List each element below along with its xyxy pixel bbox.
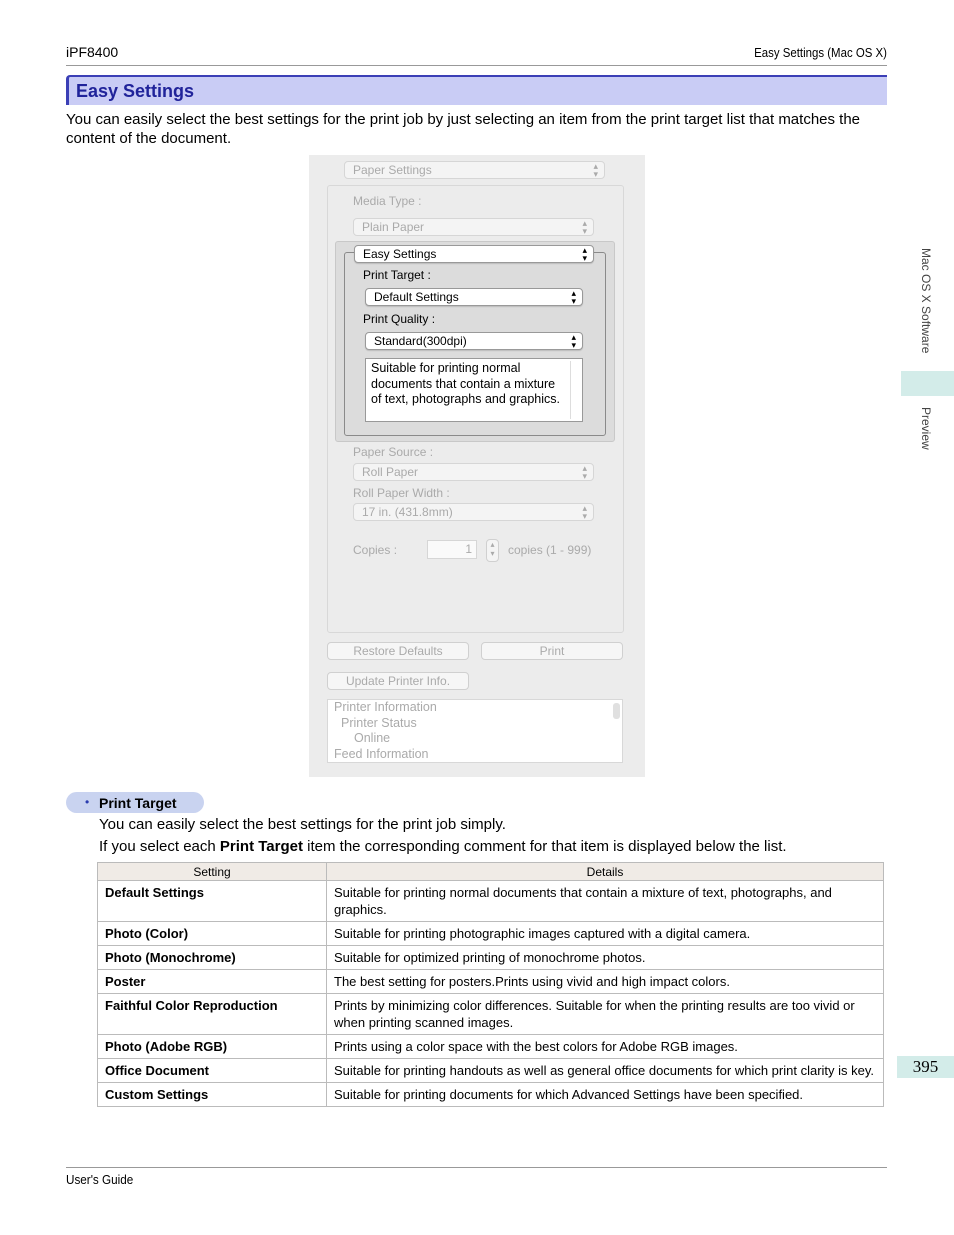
setting-cell: Default Settings [98, 881, 327, 922]
side-tab-marker [901, 371, 954, 396]
copies-range: copies (1 - 999) [508, 543, 592, 557]
easy-settings-label: Easy Settings [363, 247, 437, 261]
details-cell: Prints by minimizing color differences. Suitable for when the printing results are too vivid or when printing scanned images. [327, 994, 884, 1035]
details-cell: The best setting for posters.Prints using vivid and high impact colors. [327, 970, 884, 994]
setting-cell: Poster [98, 970, 327, 994]
setting-cell: Custom Settings [98, 1083, 327, 1107]
info-line-feed-information: Feed Information [334, 746, 429, 761]
side-tab-preview[interactable]: Preview [919, 407, 933, 450]
popup-arrows-icon: ▴ ▾ [571, 288, 576, 306]
column-header-setting: Setting [98, 863, 327, 881]
setting-cell: Photo (Adobe RGB) [98, 1035, 327, 1059]
page-number: 395 [897, 1056, 954, 1078]
intro-text: You can easily select the best settings for the print job by just selecting an item from the print target list that matches the content of the document. [66, 111, 861, 147]
print-target-value: Default Settings [374, 290, 459, 304]
header-rule [66, 65, 887, 66]
popup-arrows-icon: ▴ ▾ [593, 161, 598, 179]
table-row [98, 922, 884, 946]
table-row [98, 994, 884, 1035]
roll-width-value: 17 in. (431.8mm) [362, 505, 453, 519]
easy-settings-popup[interactable] [354, 245, 594, 263]
print-target-label: Print Target : [363, 268, 431, 282]
column-header-details: Details [327, 863, 884, 881]
details-cell: Suitable for printing handouts as well as general office documents for which print clarity is key. [327, 1059, 884, 1083]
paper-source-popup[interactable] [353, 463, 594, 481]
setting-cell: Photo (Color) [98, 922, 327, 946]
roll-width-label: Roll Paper Width : [353, 486, 450, 500]
info-line-printer-status: Printer Status [341, 715, 417, 730]
setting-cell: Faithful Color Reproduction [98, 994, 327, 1035]
header-product: iPF8400 [66, 44, 119, 60]
paper-source-value: Roll Paper [362, 465, 419, 479]
table-row [98, 881, 884, 922]
print-quality-value: Standard(300dpi) [374, 334, 467, 348]
popup-arrows-icon: ▴ ▾ [582, 245, 587, 263]
popup-arrows-icon: ▴ ▾ [582, 218, 587, 236]
setting-cell: Photo (Monochrome) [98, 946, 327, 970]
table-row [98, 1035, 884, 1059]
footer-rule [66, 1167, 887, 1168]
details-cell: Prints using a color space with the best colors for Adobe RGB images. [327, 1035, 884, 1059]
paragraph-2 [99, 838, 787, 855]
paragraph-1: You can easily select the best settings for the print job simply. [99, 816, 506, 833]
table-row [98, 1059, 884, 1083]
info-line-printer-information: Printer Information [334, 700, 437, 714]
section-title: Easy Settings [76, 81, 195, 101]
popup-arrows-icon: ▴ ▾ [582, 503, 587, 521]
popup-arrows-icon: ▴ ▾ [571, 332, 576, 350]
table-row [98, 946, 884, 970]
paragraph-2-post: item the corresponding comment for that item is displayed below the list. [302, 838, 787, 855]
setting-cell: Office Document [98, 1059, 327, 1083]
details-cell: Suitable for printing documents for which Advanced Settings have been specified. [327, 1083, 884, 1107]
roll-width-popup[interactable] [353, 503, 594, 521]
footer-text: User's Guide [66, 1172, 134, 1187]
print-button[interactable]: Print [481, 642, 623, 660]
print-target-table [97, 862, 884, 1107]
restore-defaults-button[interactable]: Restore Defaults [327, 642, 469, 660]
copies-label: Copies : [353, 543, 398, 557]
media-type-popup[interactable] [353, 218, 594, 236]
info-line-online: Online [354, 731, 391, 745]
copies-input[interactable]: 1 [427, 540, 477, 559]
print-target-popup[interactable] [365, 288, 583, 306]
details-cell: Suitable for printing normal documents that contain a mixture of text, photographs, and graphics. [327, 881, 884, 922]
bullet-dot-icon: • [85, 795, 90, 809]
printer-info-box [327, 699, 623, 763]
table-row [98, 1083, 884, 1107]
paper-settings-popup[interactable] [344, 161, 605, 179]
stepper-icon[interactable]: ▴ ▾ [486, 539, 499, 562]
details-cell: Suitable for optimized printing of monochrome photos. [327, 946, 884, 970]
header-section: Easy Settings (Mac OS X) [754, 45, 887, 60]
update-printer-info-button[interactable]: Update Printer Info. [327, 672, 469, 690]
print-target-comment [365, 358, 583, 422]
paper-settings-label: Paper Settings [353, 163, 432, 177]
table-header-row [98, 863, 884, 881]
comment-scrollbar[interactable] [570, 361, 580, 419]
popup-arrows-icon: ▴ ▾ [582, 463, 587, 481]
info-scrollbar[interactable] [613, 703, 620, 719]
paragraph-2-pre: If you select each [99, 838, 220, 855]
paper-source-label: Paper Source : [353, 445, 434, 459]
media-type-value: Plain Paper [362, 220, 425, 234]
print-quality-popup[interactable] [365, 332, 583, 350]
details-cell: Suitable for printing photographic images captured with a digital camera. [327, 922, 884, 946]
paragraph-2-bold: Print Target [219, 838, 303, 855]
bullet-heading: Print Target [99, 795, 177, 811]
print-quality-label: Print Quality : [363, 312, 436, 326]
table-row [98, 970, 884, 994]
media-type-label: Media Type : [353, 194, 422, 208]
side-tab-mac-os-x-software[interactable]: Mac OS X Software [919, 248, 933, 354]
comment-text: Suitable for printing normal documents that contain a mixture of text, photographs and graphics. [371, 361, 561, 406]
